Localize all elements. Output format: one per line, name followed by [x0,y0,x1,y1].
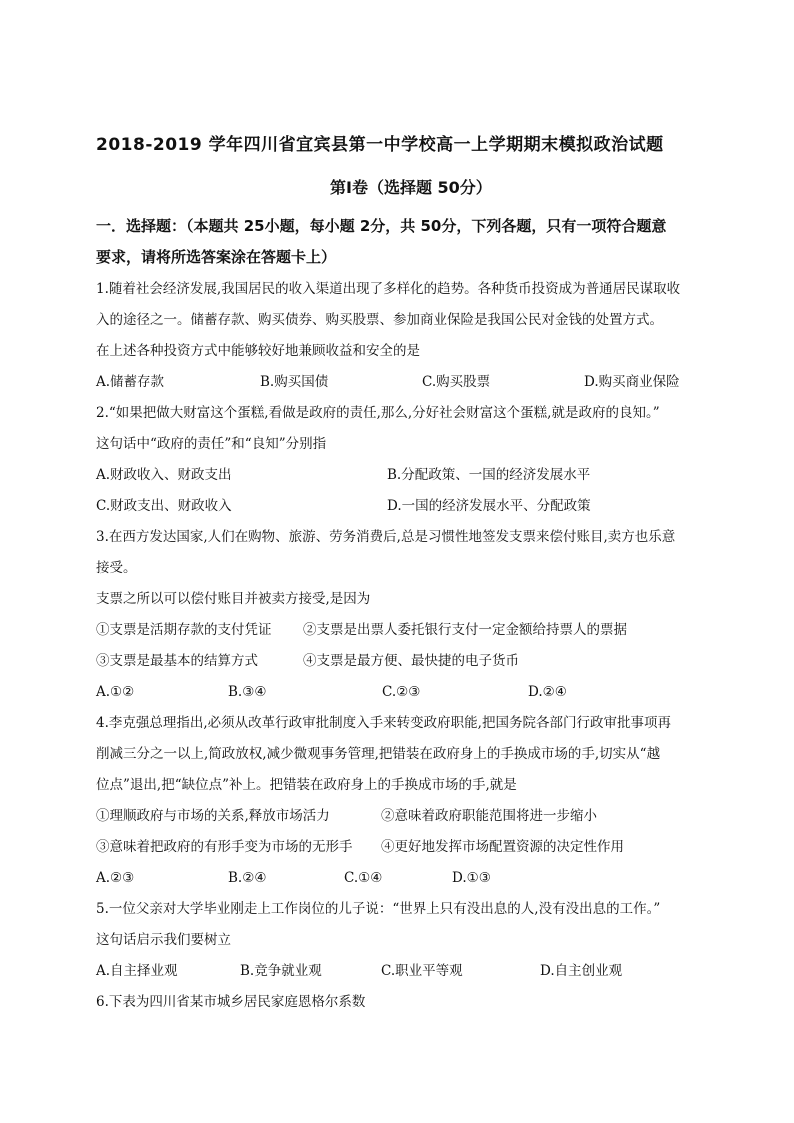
question-5-option-a: A.自主择业观 [96,963,178,979]
question-4-option-c: C.①④ [344,870,383,886]
section-heading: 第Ⅰ卷（选择题 50分） [330,178,492,197]
question-6-line-1: 6.下表为四川省某市城乡居民家庭恩格尔系数 [96,994,366,1010]
question-3-statement-1: ①支票是活期存款的支付凭证 [96,622,272,638]
question-1-line-2: 入的途径之一。储蓄存款、购买债券、购买股票、参加商业保险是我国公民对金钱的处置方式。 [96,312,663,328]
question-4-line-2: 削减三分之一以上,简政放权,减少微观事务管理,把错装在政府身上的手换成市场的手,切实从“越 [96,746,661,762]
question-5-line-2: 这句话启示我们要树立 [96,932,231,948]
question-4-line-3: 位点”退出,把“缺位点”补上。把错装在政府身上的手换成市场的手,就是 [96,777,517,793]
question-3-line-3: 支票之所以可以偿付账目并被卖方接受,是因为 [96,591,371,607]
question-1-option-c: C.购买股票 [422,374,491,390]
question-5-option-d: D.自主创业观 [540,963,623,979]
question-3-statement-3: ③支票是最基本的结算方式 [96,653,258,669]
section-instructions-line-1: 一．选择题：（本题共 25小题，每小题 2分，共 50分，下列各题，只有一项符合题意 [96,217,667,235]
question-3-statement-2: ②支票是出票人委托银行支付一定金额给持票人的票据 [303,622,627,638]
question-2-line-1: 2.“如果把做大财富这个蛋糕,看做是政府的责任,那么,分好社会财富这个蛋糕,就是政府的良知。” [96,405,660,421]
question-4-statement-3: ③意味着把政府的有形手变为市场的无形手 [96,839,353,855]
question-2-option-b: B.分配政策、一国的经济发展水平 [387,467,591,483]
section-instructions-line-2: 要求，请将所选答案涂在答题卡上） [96,248,337,266]
question-1-option-d: D.购买商业保险 [584,374,680,390]
question-2-option-d: D.一国的经济发展水平、分配政策 [387,498,591,514]
question-2-line-2: 这句话中“政府的责任”和“良知”分别指 [96,436,327,452]
question-3-line-2: 接受。 [96,560,137,576]
question-2-option-a: A.财政收入、财政支出 [96,467,232,483]
question-4-option-a: A.②③ [96,870,135,886]
question-4-statement-4: ④更好地发挥市场配置资源的决定性作用 [381,839,624,855]
question-1-line-1: 1.随着社会经济发展,我国居民的收入渠道出现了多样化的趋势。各种货币投资成为普通居民谋取收 [96,281,681,297]
question-4-line-1: 4.李克强总理指出,必须从改革行政审批制度入手来转变政府职能,把国务院各部门行政审批事项再 [96,715,671,731]
question-3-option-b: B.③④ [228,684,267,700]
question-4-statement-1: ①理顺政府与市场的关系,释放市场活力 [96,808,330,824]
question-1-option-b: B.购买国债 [260,374,329,390]
question-2-option-c: C.财政支出、财政收入 [96,498,232,514]
question-1-option-a: A.储蓄存款 [96,374,165,390]
question-3-option-c: C.②③ [382,684,421,700]
question-3-statement-4: ④支票是最方便、最快捷的电子货币 [303,653,519,669]
question-4-option-d: D.①③ [452,870,491,886]
question-1-line-3: 在上述各种投资方式中能够较好地兼顾收益和安全的是 [96,343,420,359]
exam-title: 2018-2019 学年四川省宜宾县第一中学校高一上学期期末模拟政治试题 [96,135,664,155]
question-5-option-c: C.职业平等观 [381,963,463,979]
question-3-line-1: 3.在西方发达国家,人们在购物、旅游、劳务消费后,总是习惯性地签发支票来偿付账目,卖方也乐意 [96,529,676,545]
question-4-option-b: B.②④ [228,870,267,886]
question-4-statement-2: ②意味着政府职能范围将进一步缩小 [381,808,597,824]
question-5-option-b: B.竞争就业观 [240,963,322,979]
question-5-line-1: 5.一位父亲对大学毕业刚走上工作岗位的儿子说：“世界上只有没出息的人,没有没出息的工作。” [96,901,661,917]
question-3-option-d: D.②④ [528,684,567,700]
question-3-option-a: A.①② [96,684,135,700]
